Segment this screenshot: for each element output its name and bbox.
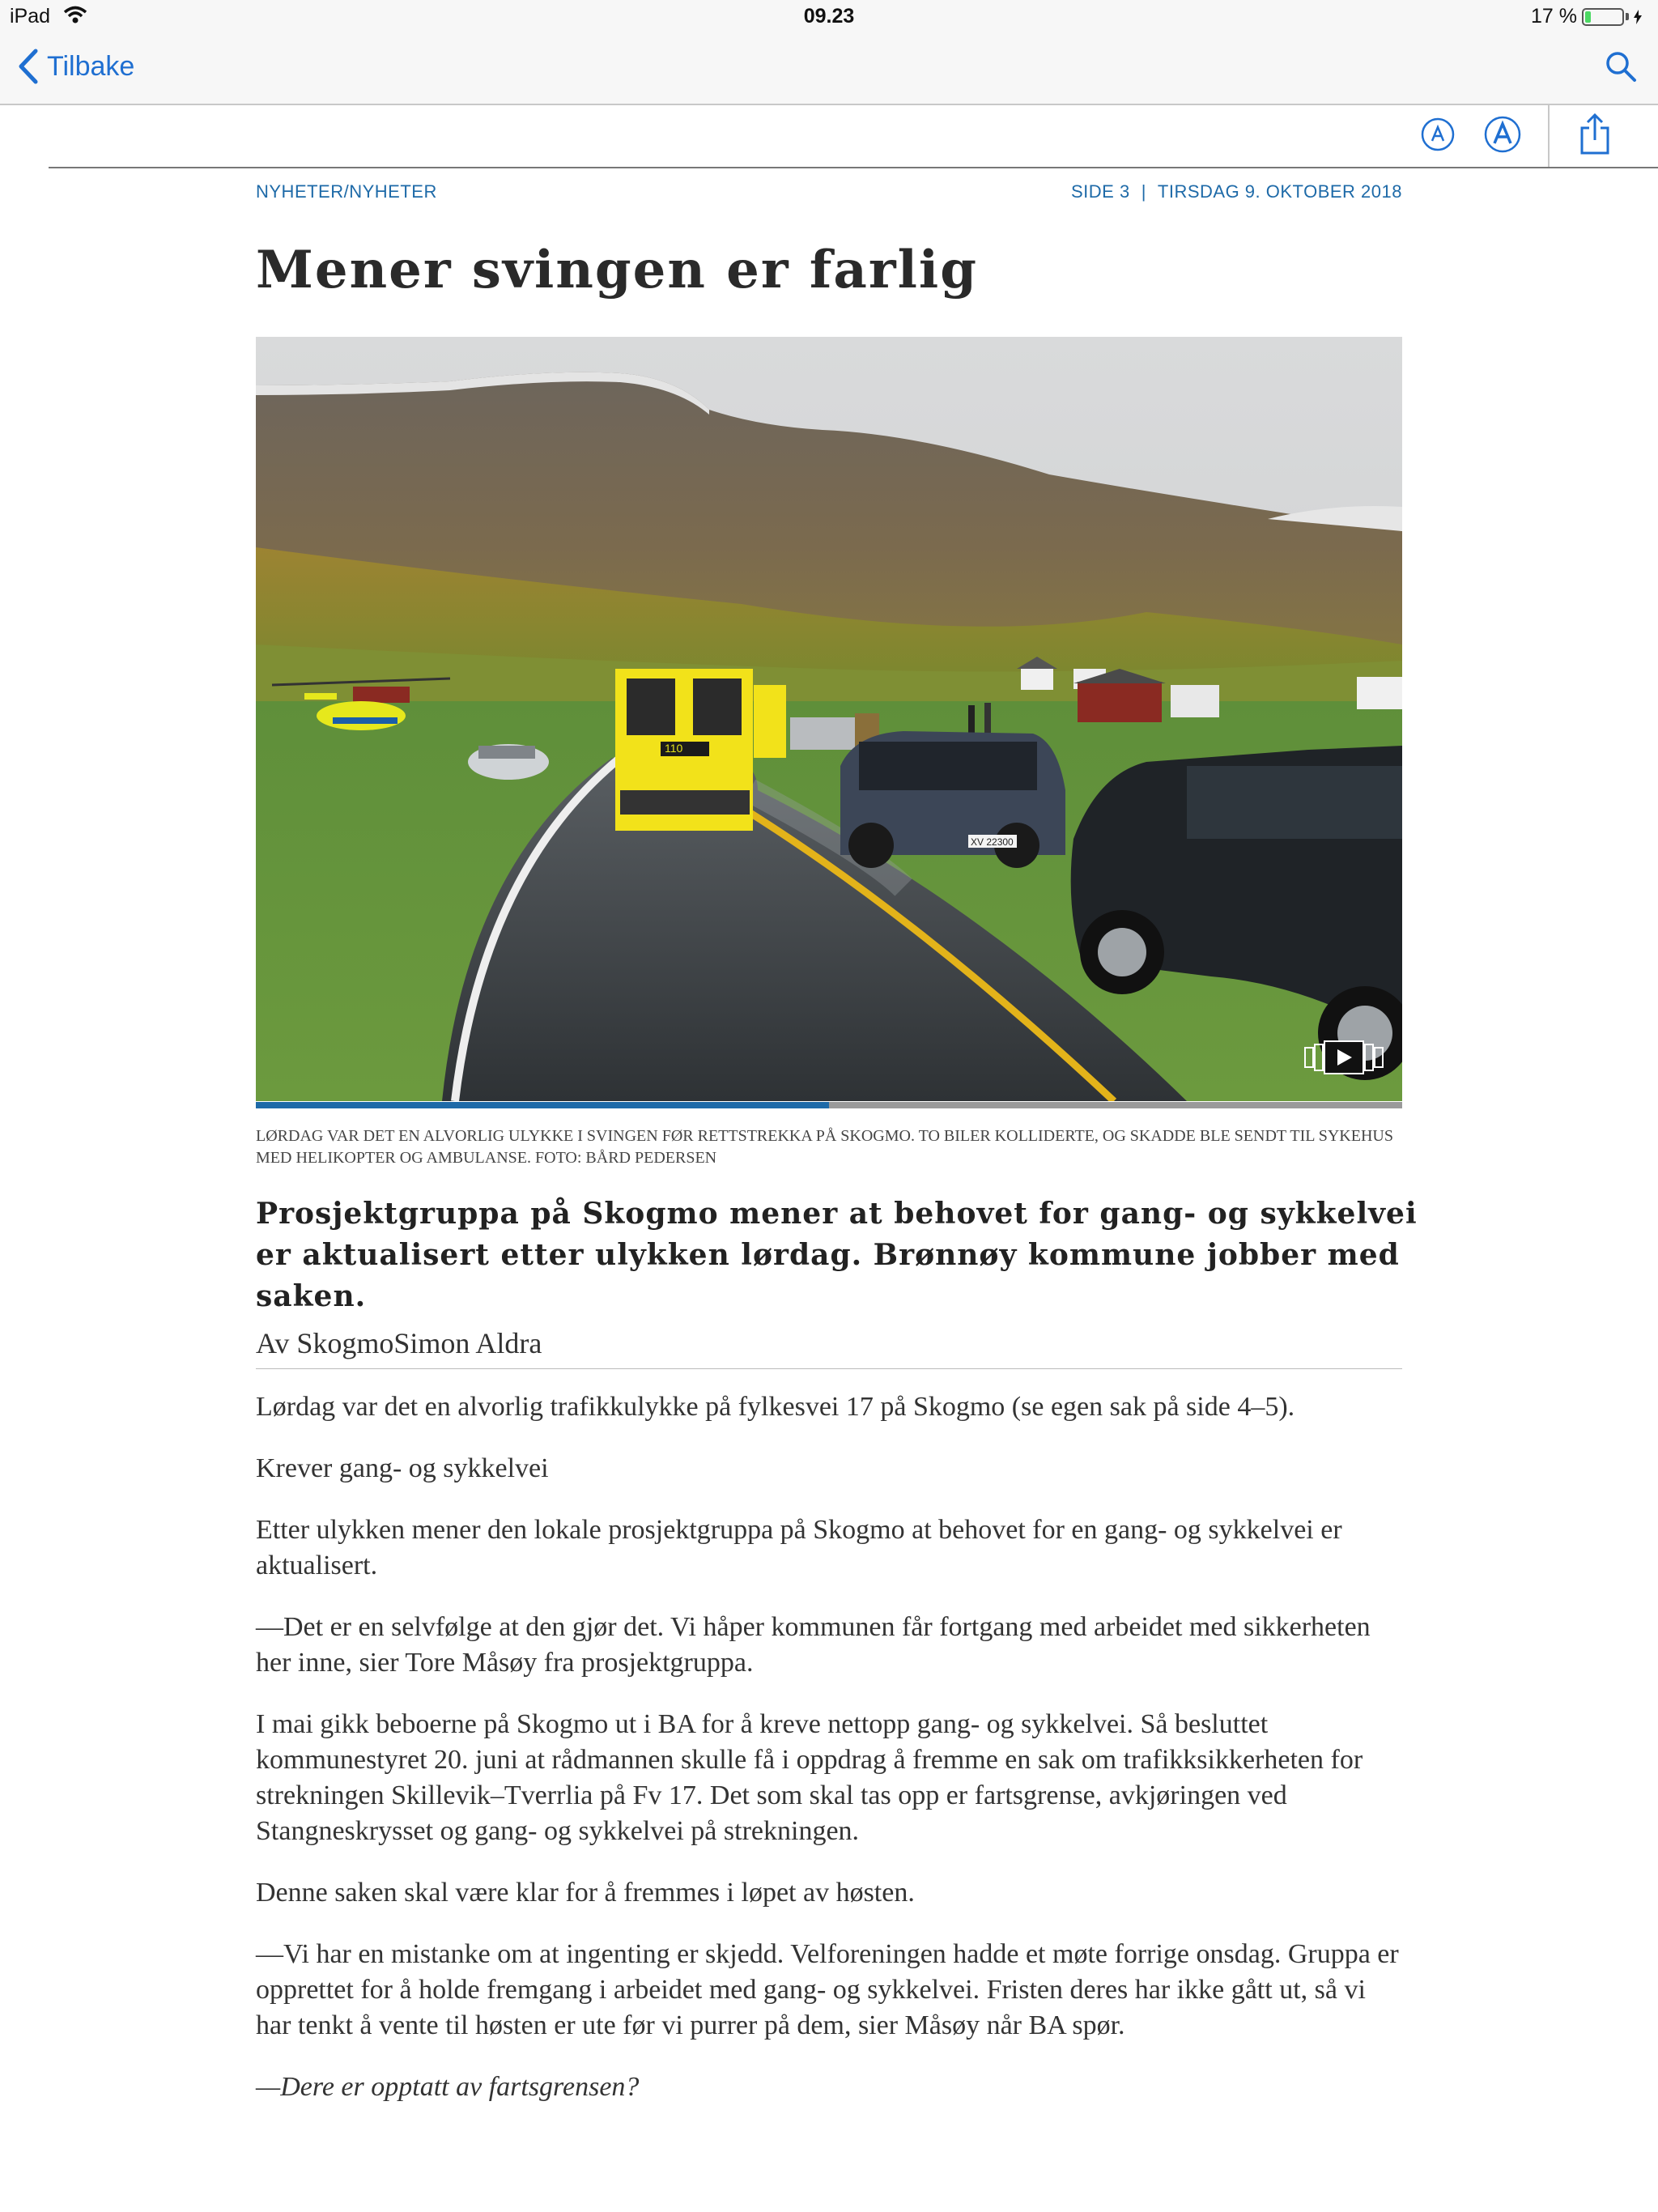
slideshow-play-button[interactable] xyxy=(1303,1040,1384,1075)
device-label: iPad xyxy=(10,5,51,28)
article-byline: Av SkogmoSimon Aldra xyxy=(256,1326,1402,1369)
page-number: SIDE 3 xyxy=(1070,181,1130,202)
font-larger-button[interactable] xyxy=(1483,115,1522,158)
font-smaller-button[interactable] xyxy=(1420,117,1456,156)
section-label: NYHETER/NYHETER xyxy=(256,181,437,202)
font-larger-icon xyxy=(1483,115,1522,154)
share-icon xyxy=(1579,113,1611,155)
reader-toolbar xyxy=(49,105,1658,168)
body-paragraph: Denne saken skal være klar for å fremmes i løpet av høsten. xyxy=(256,1878,915,1908)
subheading: Krever gang- og sykkelvei xyxy=(256,1453,549,1483)
photo-caption: LØRDAG VAR DET EN ALVORLIG ULYKKE I SVINGEN FØR RETTSTREKKA PÅ SKOGMO. TO BILER KOLLIDERTE, OG SKADDE BLE SENDT TIL SYKEHUS MED HELIKOPTER OG AMBULANSE. FOTO: BÅRD PEDERSEN xyxy=(256,1127,1393,1167)
share-button[interactable] xyxy=(1579,113,1611,160)
article-body xyxy=(256,1389,1405,2131)
search-icon xyxy=(1605,50,1637,83)
battery-percent: 17 % xyxy=(1531,5,1577,28)
chevron-left-icon xyxy=(18,49,39,84)
article-ingress: Prosjektgruppa på Skogmo mener at behovet for gang- og sykkelvei er aktualisert etter ulykken lørdag. Brønnøy kommune jobber med saken. xyxy=(256,1197,1418,1313)
font-smaller-icon xyxy=(1420,117,1456,152)
publish-date: TIRSDAG 9. OKTOBER 2018 xyxy=(1157,181,1402,202)
image-progress-bar xyxy=(256,1102,1402,1108)
back-label: Tilbake xyxy=(47,50,135,82)
truck-number: 110 xyxy=(665,742,683,755)
battery-indicator xyxy=(1531,5,1642,28)
article-title: Mener svingen er farlig xyxy=(256,240,978,300)
body-paragraph: Etter ulykken mener den lokale prosjektgruppa på Skogmo at behovet for en gang- og sykkelvei er aktualisert. xyxy=(256,1515,1342,1580)
status-bar xyxy=(0,0,1658,34)
charging-icon xyxy=(1634,10,1642,24)
back-button[interactable] xyxy=(18,49,134,84)
body-paragraph: —Det er en selvfølge at den gjør det. Vi håper kommunen får fortgang med arbeidet med sikkerheten her inne, sier Tore Måsøy fra prosjektgruppa. xyxy=(256,1612,1371,1678)
navigation-bar xyxy=(0,34,1658,105)
toolbar-divider xyxy=(1548,105,1550,167)
body-paragraph: Lørdag var det en alvorlig trafikkulykke på fylkesvei 17 på Skogmo (se egen sak på side 4–5). xyxy=(256,1392,1295,1422)
meta-separator: | xyxy=(1141,181,1146,202)
body-paragraph: I mai gikk beboerne på Skogmo ut i BA for å kreve nettopp gang- og sykkelvei. Så besluttet kommunestyret 20. juni at rådmannen skulle få i oppdrag å fremme en sak om trafikksikkerheten for strekningen Skillevik–Tverrlia på Fv 17. Det som skal tas opp er fartsgrense, avkjøringen ved Stangneskrysset og gang- og sykkelvei på strekningen. xyxy=(256,1709,1363,1846)
battery-icon xyxy=(1582,8,1624,26)
license-plate: XV 22300 xyxy=(971,836,1014,848)
page-date-meta xyxy=(1071,181,1402,202)
interview-question: —Dere er opptatt av fartsgrensen? xyxy=(256,2072,640,2102)
article-photo[interactable] xyxy=(256,337,1402,1101)
clock: 09.23 xyxy=(803,5,855,28)
search-button[interactable] xyxy=(1605,50,1637,87)
body-paragraph: —Vi har en mistanke om at ingenting er skjedd. Velforeningen hadde et møte forrige onsdag. Gruppa er opprettet for å holde fremgang i arbeidet med gang- og sykkelvei. Fristen deres har ikke gått ut, så vi har tenkt å vente til høsten er ute før vi purrer på dem, sier Måsøy når BA spør. xyxy=(256,1939,1399,2040)
play-icon xyxy=(1303,1040,1384,1075)
image-progress-fill xyxy=(256,1102,829,1108)
